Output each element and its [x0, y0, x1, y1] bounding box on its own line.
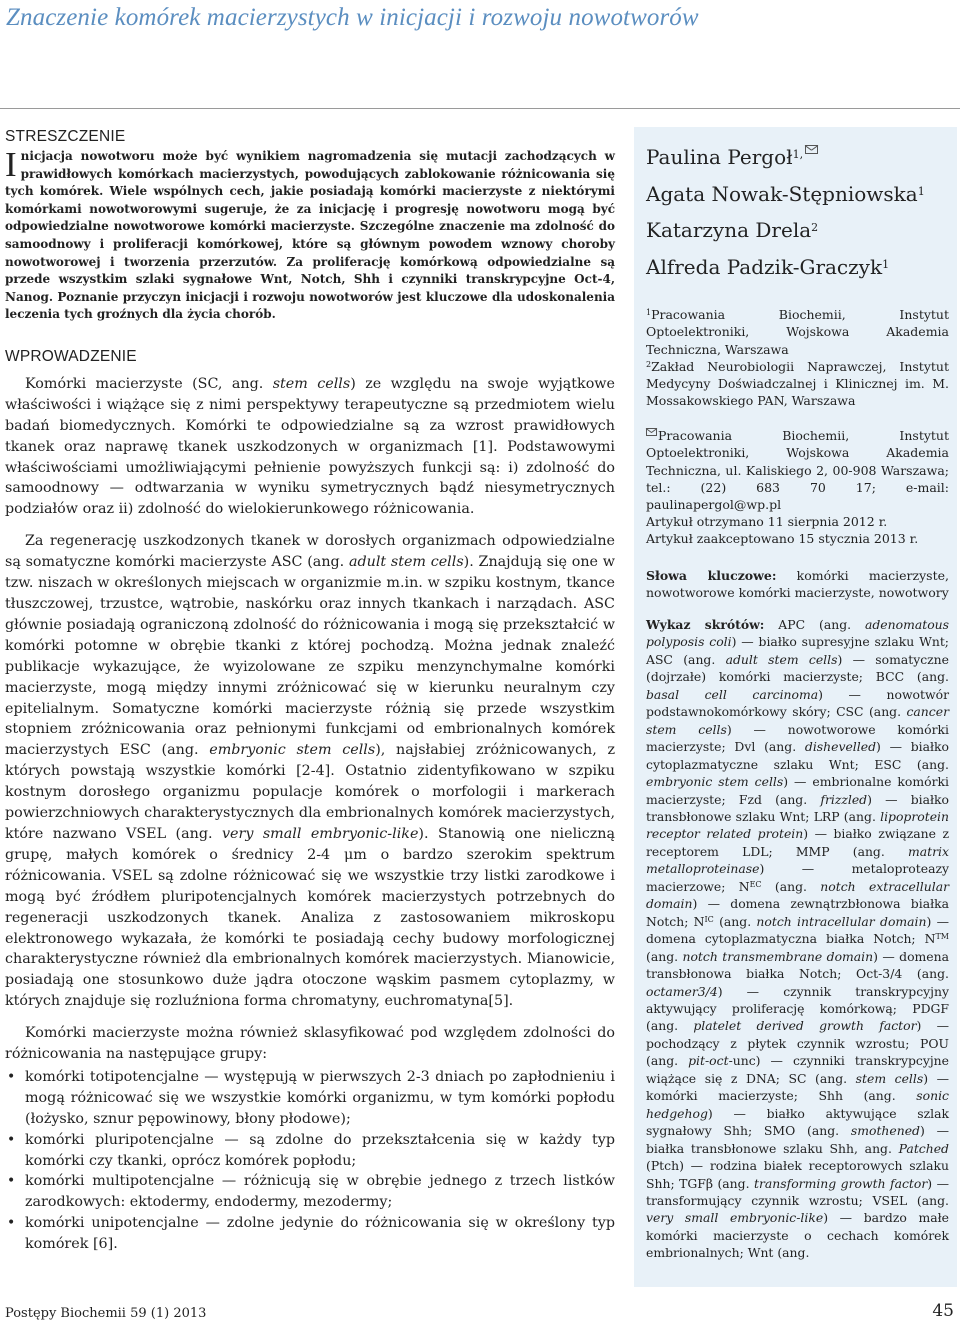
intro-body — [5, 374, 615, 1255]
list-item: • komórki multipotencjalne — różnicują się w obrębie jednego z trzech listków zarodkowych: ektodermy, endodermy, mezodermy; — [7, 1173, 615, 1211]
list-item: • komórki totipotencjalne — występują w pierwszych 2-3 dniach po zapłodnieniu i mogą różnicować się we wszystkie komórki organizmu, w tym komórki popłodu (łożysko, sznur pępowinowy, błony płodowe); — [7, 1068, 615, 1127]
correspondence: Pracowania Biochemii, Instytut Optoelektroniki, Wojskowa Akademia Techniczna, ul. Kaliskiego 2, 00-908 Warszawa; tel.: (22) 683 70 17; e-mail: paulinapergol@wp.pl — [646, 428, 949, 513]
intro-heading: WPROWADZENIE — [5, 347, 137, 365]
envelope-icon — [805, 145, 818, 154]
author-name: Agata Nowak-Stępniowska$^1$ — [646, 181, 925, 206]
author-name: Katarzyna Drela$^2$ — [646, 218, 819, 242]
sidebar — [634, 127, 957, 1287]
accepted-date: Artykuł zaakceptowano 15 stycznia 2013 r. — [646, 531, 919, 547]
list-item: • komórki pluripotencjalne — są zdolne do przekształcenia się w każdy typ komórki czy tkanki, oprócz komórek popłodu; — [7, 1131, 615, 1169]
affiliation-2: $^2$Zakład Neurobiologii Naprawczej, Instytut Medycyny Doświadczalnej i Klinicznej im. M. Mossakowskiego PAN, Warszawa — [646, 358, 949, 409]
affiliations — [646, 306, 949, 410]
page-number: 45 — [932, 1301, 954, 1321]
title-divider — [0, 108, 960, 109]
intro-paragraph-1: Komórki macierzyste (SC, ang. stem cells) ze względu na swoje wyjątkowe właściwości i wiążące się z nimi perspektywy terapeutyczne są przedmiotem wielu badań biomedycznych. Komórki te odpowiedzialne są za wzrost prawidłowych tkanek oraz naprawę tkanek uszkodzonych w organizmach [1]. Podstawowymi właściwościami umożliwiającymi pełnienie powyższych funkcji są: i) zdolność do samoodnowy — odtwarzania w wyniku symetrycznych bądź niesymetrycznych podziałów oraz ii) zdolność do wielokierunkowego różnicowania. — [5, 375, 615, 518]
main-column — [5, 128, 615, 1255]
article-title: Znaczenie komórek macierzystych w inicjacji i rozwoju nowotworów — [6, 4, 699, 31]
intro-paragraph-2: Za regenerację uszkodzonych tkanek w dorosłych organizmach odpowiedzialne są somatyczne komórki macierzyste ASC (ang. adult stem cells). Znajdują się one w tzw. niszach w określonych miejscach w organizmie m.in. w szpiku kostnym, tkance tłuszczowej, trzustce, wątrobie, naskórku oraz innych tkankach i narządach. ASC głównie posiadają ograniczoną zdolność do różnicowania i mogą się przekształcić w komórki potomne w obrębie tkanki z której pochodzą. Można jednak znaleźć publikacje wykazujące, że wyizolowane ze szpiku menzynchymalne komórki macierzyste, mogą między innymi zróżnicować się w kierunku neuralnym czy epitelialnym. Somatyczne komórki macierzyste różnią się przede wszystkim stopniem zróżnicowania oraz pełnionymi funkcjami od embrionalnych komórek macierzystych ESC (ang. embryonic stem cells), najsłabiej zróżnicowanych, z których powstają wszystkie komórki [2-4]. Ostatnio zidentyfikowano w szpiku kostnym dorosłego organizmu populacje komórek o morfologii i markerach powierzchniowych charakterystycznych dla embrionalnych komórek macierzystych, które nazwano VSEL (ang. very small embryonic-like). Stanowią one nieliczną grupę, małych komórek o średnicy 2-4 μm o bardzo szerokim spektrum różnicowania. VSEL są zdolne różnicować się we wszystkie trzy listki zarodkowe i mogą być źródłem pluripotencjalnych komórek macierzystych potrzebnych do regeneracji uszkodzonych tkanek. Analiza z zastosowaniem mikroskopu elektronowego wykazała, że komórki te posiadają cechy budowy morfologicznej charakterystyczne również dla embrionalnych komórek macierzystych. Mianowicie, posiadają one stosunkowo duże jądra otoczone wąskim pasmem cytoplazmy, w których znajduje się rozluźniona forma chromatyny, euchromatyna[5]. — [5, 533, 615, 1010]
envelope-icon — [646, 428, 657, 436]
abstract-dropcap: I — [5, 145, 17, 184]
received-date: Artykuł otrzymano 11 sierpnia 2012 r. — [646, 514, 888, 529]
potency-list — [5, 1067, 615, 1255]
abstract-text — [5, 145, 615, 324]
journal-footer: Postępy Biochemii 59 (1) 2013 — [5, 1306, 207, 1321]
list-item: • komórki unipotencjalne — zdolne jedynie do różnicowania się w określony typ komórek [6]. — [7, 1215, 615, 1253]
abbreviations: Wykaz skrótów: APC (ang. adenomatous polyposis coli) — białko supresyjne szlaku Wnt; ASC (ang. adult stem cells) — somatyczne (dojrzałe) komórki macierzyste; BCC (ang. basal cell carcinoma) — nowotwór podstawnokomórkowy skóry; CSC (ang. cancer stem cells) — nowotworowe komórki macierzyste; Dvl (ang. dishevelled) — białko cytoplazmatyczne szlaku Wnt; ESC (ang. embryonic stem cells) — embrionalne komórki macierzyste; Fzd (ang. frizzled) — białko transbłonowe szlaku Wnt; LRP (ang. lipoprotein receptor related protein) — białko związane z receptorem LDL; MMP (ang. matrix metalloproteinase) — metaloproteazy macierzowe; $N^{EC}$ (ang. notch extracellular domain) — domena zewnątrzbłonowa białka Notch; $N^{IC}$ (ang. notch intracellular domain) — domena cytoplazmatyczna białka Notch; N™ (ang. notch transmembrane domain) — domena transbłonowa białka Notch; Oct-3/4 (ang. octamer3/4) — czynnik transkrypcyjny aktywujący proliferację komórkową; PDGF (ang. platelet derived growth factor) — pochodzący z płytek czynnik wzrostu; POU (ang. pit-oct-unc) — czynniki transkrypcyjne wiążące się z DNA; SC (ang. stem cells) — komórki macierzyste; Shh (ang. sonic hedgehog) — białko aktywujące szlak sygnałowy Shh; SMO (ang. smothened) — białka transbłonowe szlaku Shh, ang. Patched (Ptch) — rodzina białek receptorowych szlaku Shh; TGFβ (ang. transforming growth factor) — transformujący czynnik wzrostu; VSEL (ang. very small embryonic-like) — bardzo małe komórki macierzyste o cechach komórek embrionalnych; Wnt (ang. — [646, 617, 950, 1261]
abstract-heading: STRESZCZENIE — [5, 128, 126, 145]
author-list — [646, 139, 951, 285]
keywords: Słowa kluczowe: komórki macierzyste, nowotworowe komórki macierzyste, nowotwory — [646, 568, 949, 601]
affiliation-1: $^1$Pracowania Biochemii, Instytut Optoelektroniki, Wojskowa Akademia Techniczna, Warszawa — [646, 307, 949, 357]
intro-paragraph-3: Komórki macierzyste można również sklasyfikować pod względem zdolności do różnicowania na następujące grupy: — [5, 1025, 615, 1063]
author-name: Alfreda Padzik-Graczyk$^1$ — [646, 254, 890, 279]
title-bar — [0, 0, 960, 110]
article-dates — [646, 513, 949, 548]
abstract-body: nicjacja nowotworu może być wynikiem nagromadzenia się mutacji zachodzących w prawidłowych komórkach macierzystych, powodujących zablokowanie różnicowania się tych komórek. Wiele wspólnych cech, jakie posiadają komórki macierzyste z niektórymi komórkami nowotworowymi sugeruje, że za inicjację i progresję nowotworu mogą być odpowiedzialne nowotworowe komórki macierzyste. Szczególne znaczenie ma zdolność do samoodnowy i proliferacji komórkowej, które są głównym powodem wznowy choroby nowotworowej i tworzenia przerzutów. Za proliferację komórkową odpowiedzialne są przede wszystkim szlaki sygnałowe Wnt, Notch, Shh i czynniki transkrypcyjne Oct-4, Nanog. Poznanie przyczyn inicjacji i rozwoju nowotworów jest kluczowe dla udoskonalenia leczenia tych groźnych dla życia chorób. — [5, 149, 615, 322]
author-name: Paulina Pergoł$^{1,}$ — [646, 139, 951, 176]
